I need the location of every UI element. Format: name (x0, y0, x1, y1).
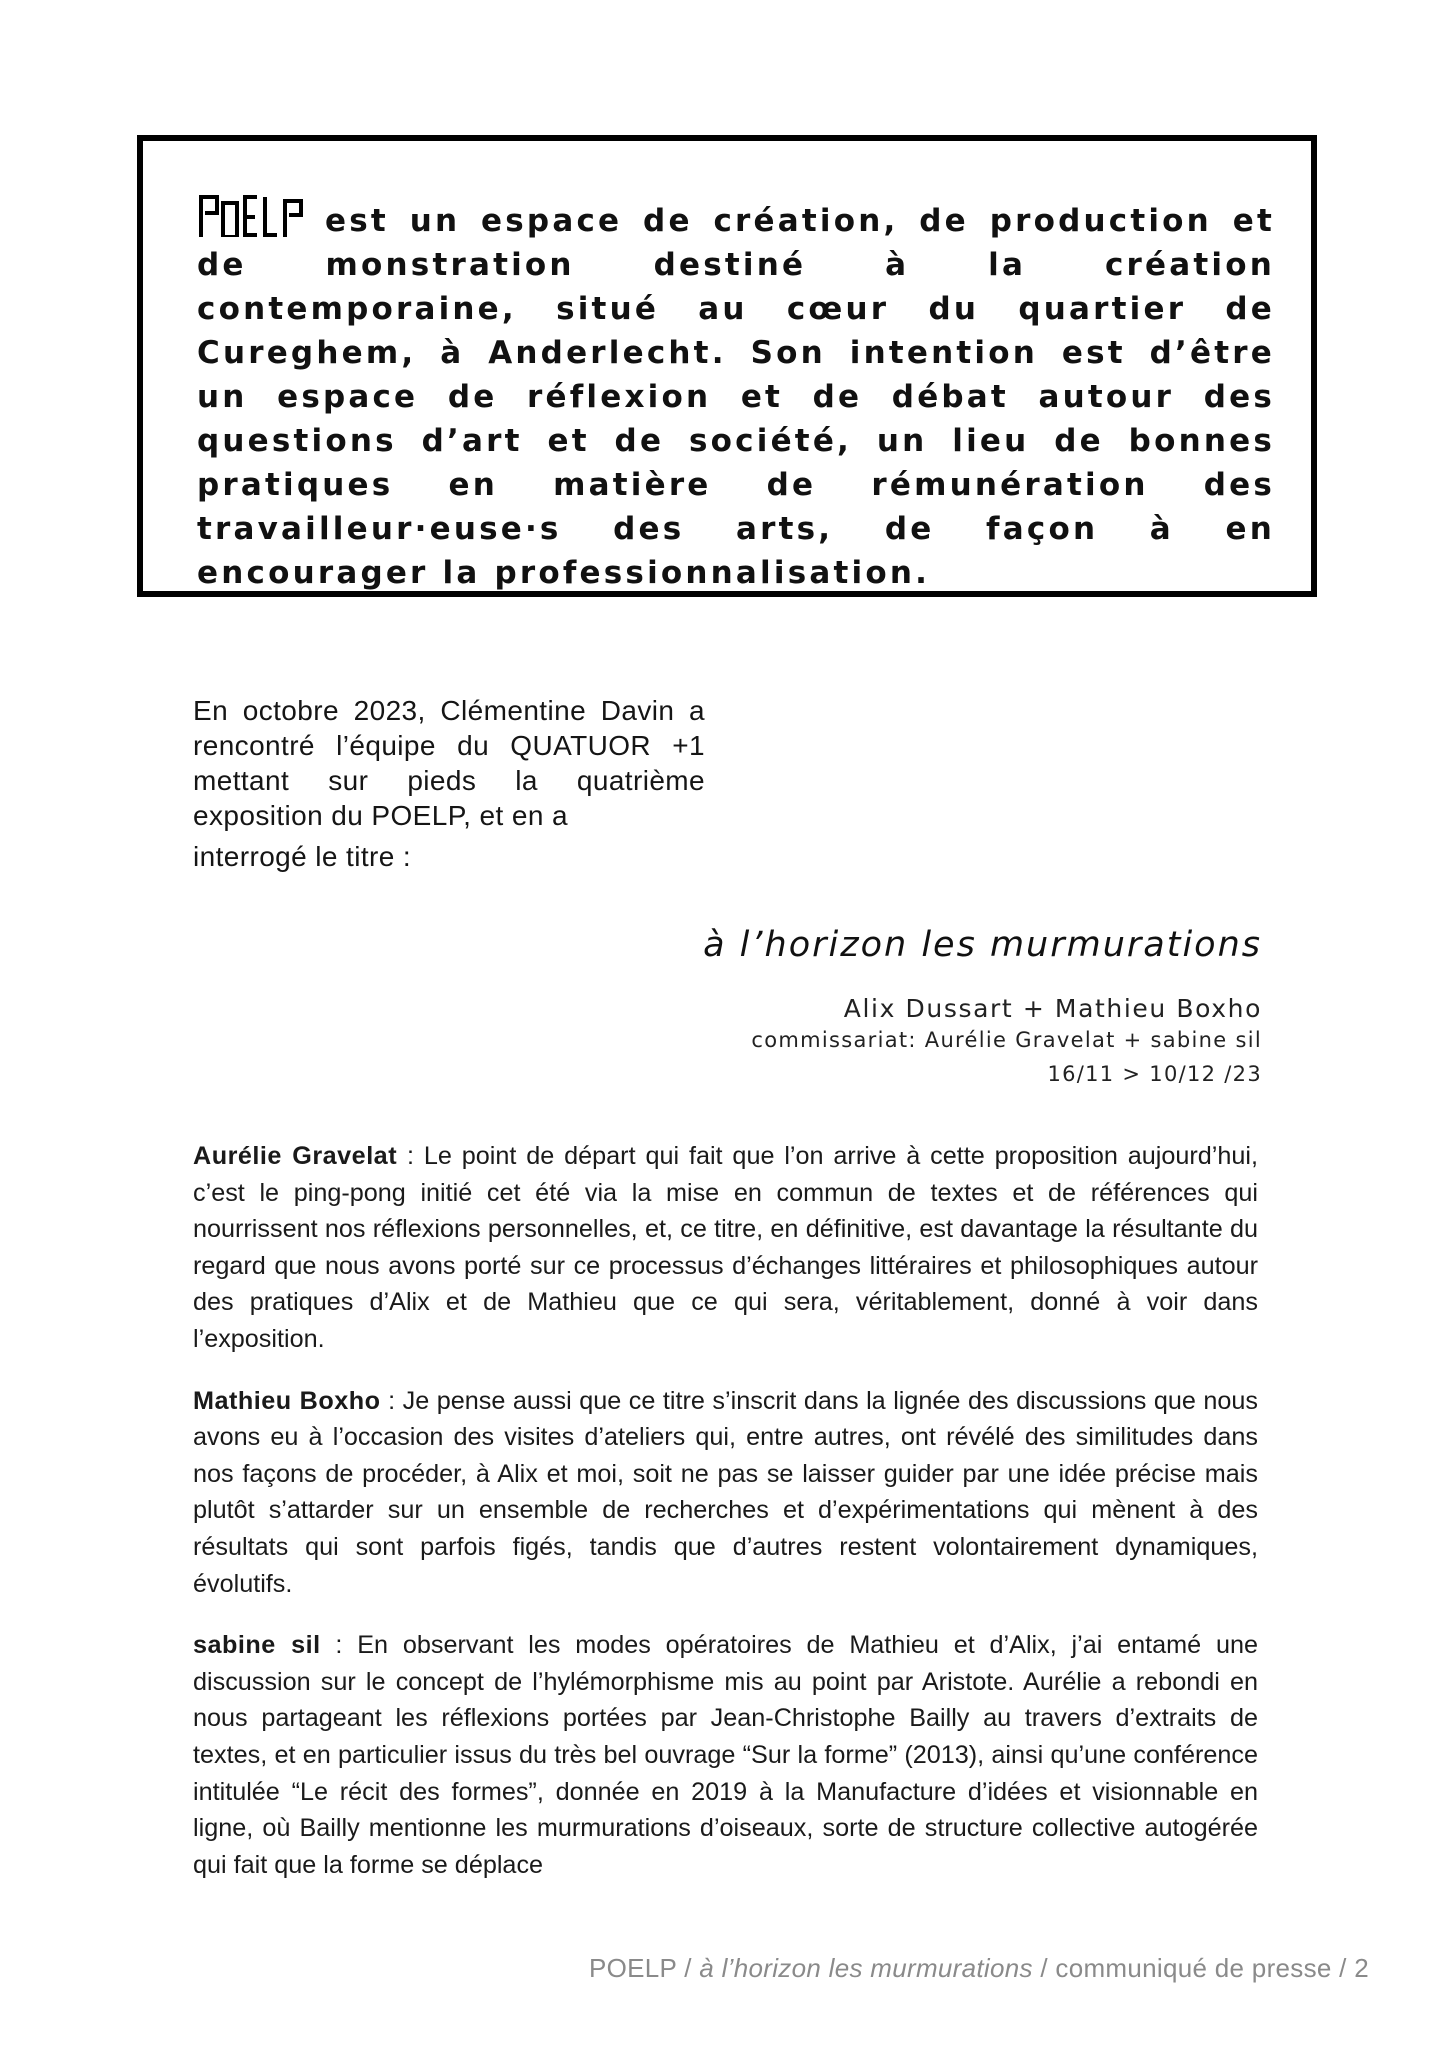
lead-paragraph (193, 693, 705, 874)
intro-box-text (197, 193, 1275, 595)
footer-org: POELP (588, 1953, 677, 1983)
exhibition-dates: 16/11 > 10/12 /23 (1047, 1062, 1262, 1086)
footer-separator: / (676, 1953, 700, 1983)
exhibition-curators: commissariat: Aurélie Gravelat + sabine sil (751, 1028, 1262, 1052)
intro-box (137, 135, 1317, 597)
interview-paragraph (193, 1383, 1258, 1603)
page-footer (589, 1953, 1369, 1984)
speaker-text: : En observant les modes opératoires de Mathieu et d’Alix, j’ai entamé une discussion sur le concept de l’hylémorphisme mis au point par Aristote. Aurélie a rebondi en nous partageant les réflexions portées par Jean-Christophe Bailly au travers d’extraits de textes, et en particulier issus du très bel ouvrage “Sur la forme” (2013), ainsi qu’une conférence intitulée “Le récit des formes”, donnée en 2019 à la Manufacture d’idées et visionnable en ligne, où Bailly mentionne les murmurations d’oiseaux, sorte de structure collective autogérée qui fait que la forme se déplace (193, 1631, 1258, 1879)
footer-separator: / (1032, 1953, 1056, 1983)
speaker-text: : Le point de départ qui fait que l’on arrive à cette proposition aujourd’hui, c’est le ping-pong initié cet été via la mise en commun de textes et de références qui nourrissent nos réflexions personnelles, et, ce titre, en définitive, est davantage la résultante du regard que nous avons porté sur ce processus d’échanges littéraires et philosophiques autour des pratiques d’Alix et de Mathieu que ce qui sera, véritablement, donné à voir dans l’exposition. (193, 1142, 1258, 1353)
speaker-name: Aurélie Gravelat (193, 1142, 398, 1170)
footer-doc-type: communiqué de presse (1055, 1953, 1332, 1983)
footer-separator: / (1331, 1953, 1355, 1983)
interview-paragraph (193, 1627, 1258, 1883)
poelp-logo (197, 193, 313, 237)
page-number: 2 (1354, 1953, 1369, 1983)
lead-last-line: interrogé le titre : (193, 841, 412, 872)
exhibition-title: à l’horizon les murmurations (703, 925, 1262, 965)
interview-body (193, 1138, 1258, 1908)
speaker-name: sabine sil (193, 1631, 321, 1660)
speaker-text: : Je pense aussi que ce titre s’inscrit dans la lignée des discussions que nous avons eu à l’occasion des visites d’ateliers qui, entre autres, ont révélé des similitudes dans nos façons de procéder, à Alix et moi, soit ne pas se laisser guider par une idée précise mais plutôt s’attarder sur un ensemble de recherches et d’expérimentations qui mènent à des résultats qui sont parfois figés, tandis que d’autres restent volontairement dynamiques, évolutifs. (193, 1386, 1258, 1598)
intro-text: est un espace de création, de production et de monstration destiné à la création contemporaine, situé au cœur du quartier de Cureghem, à Anderlecht. Son intention est d’être un espace de réflexion et de débat autour des questions d’art et de société, un lieu de bonnes pratiques en matière de rémunération des travailleur·euse·s des arts, de façon à en encourager la professionnalisation. (197, 203, 1275, 591)
interview-paragraph (193, 1138, 1258, 1358)
lead-text: En octobre 2023, Clémentine Davin a rencontré l’équipe du QUATUOR +1 mettant sur pieds la quatrième exposition du POELP, et en a (193, 695, 705, 831)
footer-title: à l’horizon les murmurations (699, 1953, 1033, 1983)
exhibition-artists: Alix Dussart + Mathieu Boxho (843, 994, 1262, 1023)
speaker-name: Mathieu Boxho (193, 1386, 381, 1415)
